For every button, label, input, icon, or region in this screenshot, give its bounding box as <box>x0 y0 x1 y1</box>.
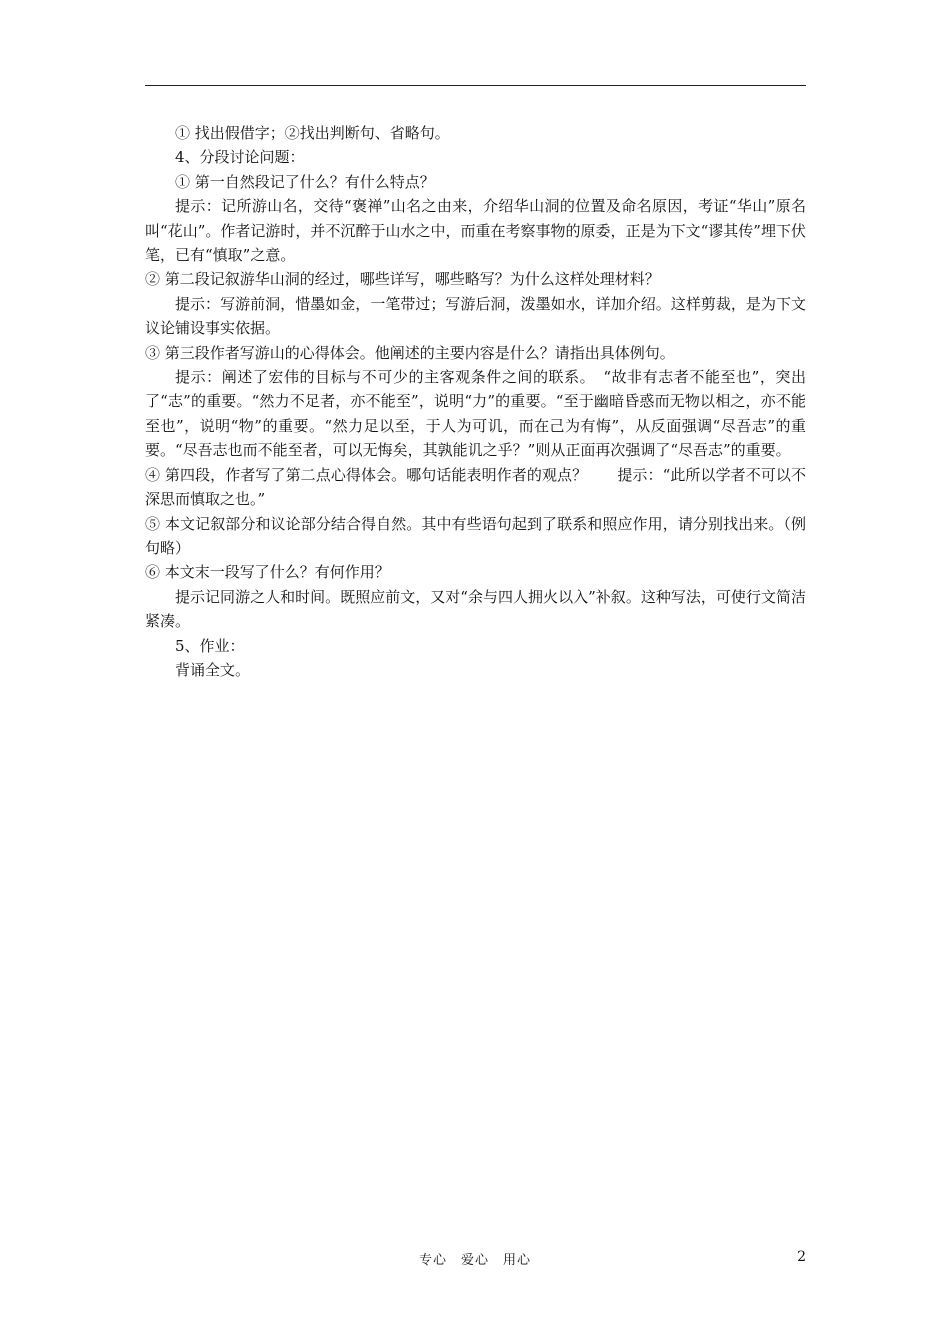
section-heading: 4、分段讨论问题： <box>175 148 305 167</box>
section-heading: 5、作业： <box>175 636 245 655</box>
hint-paragraph: 提示记同游之人和时间。既照应前文，又对“余与四人拥火以入”补叙。这种写法，可使行文简洁紧凑。 <box>145 587 806 631</box>
question: ① 第一自然段记了什么？有什么特点？ <box>175 172 435 191</box>
document-body <box>145 121 806 682</box>
page-number: 2 <box>797 1249 806 1265</box>
question: ④ 第四段，作者写了第二点心得体会。哪句话能表明作者的观点？ 提示：“此所以学者不可以不深思而慎取之也。” <box>145 465 806 509</box>
footer-motto: 专心 爱心 用心 <box>418 1253 531 1268</box>
hint-paragraph: 提示：记所游山名，交待“褒禅”山名之由来，介绍华山洞的位置及命名原因，考证“华山”原名叫“花山”。作者记游时，并不沉醉于山水之中，而重在考察事物的原委，正是为下文“谬其传”埋下伏笔，已有“慎取”之意。 <box>145 197 806 265</box>
hint-paragraph: 提示：写游前洞，惜墨如金，一笔带过；写游后洞，泼墨如水，详加介绍。这样剪裁，是为下文议论铺设事实依据。 <box>145 294 806 338</box>
header-rule <box>145 85 806 86</box>
question: ⑥ 本文末一段写了什么？有何作用？ <box>145 563 390 582</box>
hint-paragraph: 提示：阐述了宏伟的目标与不可少的主客观条件之间的联系。 “故非有志者不能至也”，突出了“志”的重要。“然力不足者，亦不能至”，说明“力”的重要。“至于幽暗昏惑而无物以相之，亦不能至也”，说明“物”的重要。“然力足以至，于人为可讥，而在己为有悔”，从反面强调“尽吾志”的重要。“尽吾志也而不能至者，可以无悔矣，其孰能讥之乎？”则从正面再次强调了“尽吾志”的重要。 <box>145 368 806 460</box>
question: ② 第二段记叙游华山洞的经过，哪些详写，哪些略写？为什么这样处理材料？ <box>145 270 660 289</box>
paragraph: 背诵全文。 <box>175 660 251 679</box>
question: ⑤ 本文记叙部分和议论部分结合得自然。其中有些语句起到了联系和照应作用，请分别找出来。（例句略） <box>145 514 806 557</box>
paragraph: ① 找出假借字；②找出判断句、省略句。 <box>175 124 450 142</box>
question: ③ 第三段作者写游山的心得体会。他阐述的主要内容是什么？请指出具体例句。 <box>145 343 675 362</box>
